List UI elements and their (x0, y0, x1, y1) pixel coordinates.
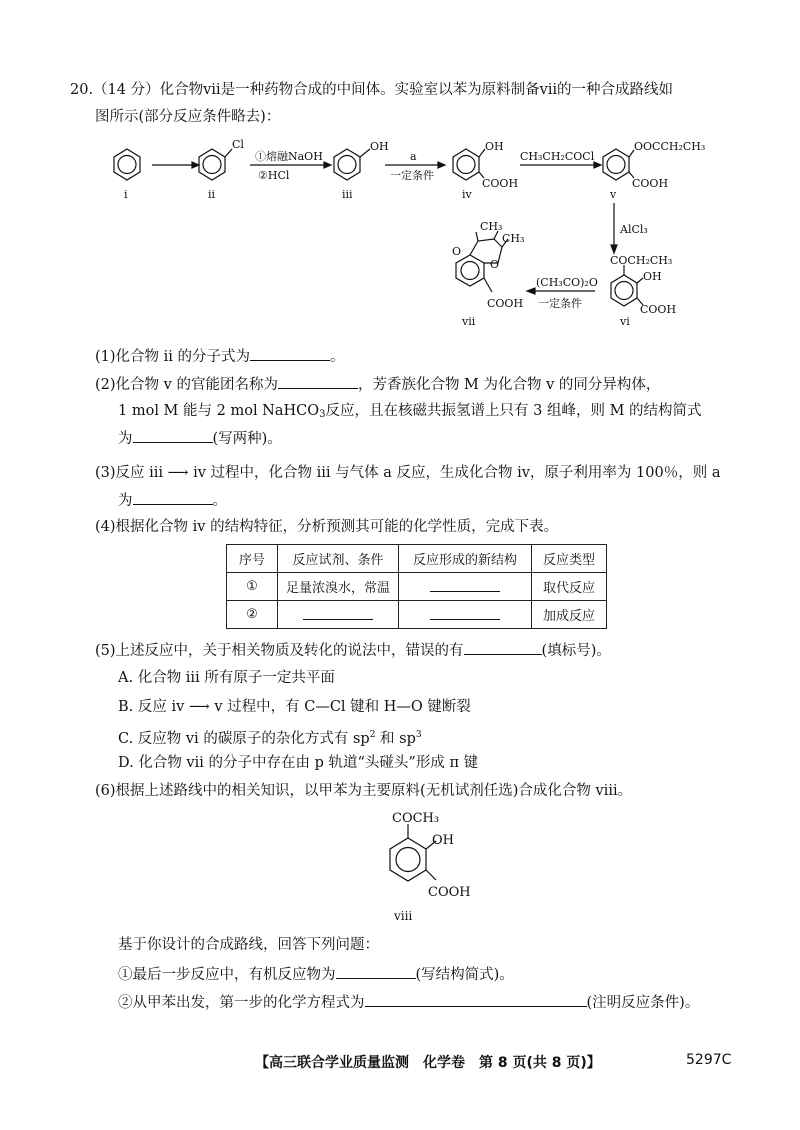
group-cooh-v: COOH (632, 177, 669, 190)
q5-option-c-a: C. 反应物 ⅵ 的碳原子的杂化方式有 sp (118, 731, 370, 747)
group-oh-vi: OH (643, 270, 662, 283)
q5-option-d: D. 化合物 ⅶ 的分子中存在由 p 轨道“头碰头”形成 π 键 (118, 755, 479, 771)
q5-sup-2: 2 (369, 730, 376, 740)
q3-line-1: (3)反应 ⅲ ⟶ ⅳ 过程中，化合物 ⅲ 与气体 a 反应，生成化合物 ⅳ，原子利用率为 100％，则 a (95, 465, 721, 481)
q6-sub2-a: ②从甲苯出发，第一步的化学方程式为 (118, 995, 365, 1011)
table-cell-no: ② (227, 601, 278, 629)
synthesis-scheme (0, 135, 800, 335)
group-ketone-vi: COCH₂CH₃ (610, 254, 673, 267)
q2-functional-group-blank[interactable] (278, 374, 358, 389)
group-cooh-iv: COOH (482, 177, 519, 190)
q6-sub1-a: ①最后一步反应中，有机反应物为 (118, 967, 336, 983)
group-oh-iv: OH (485, 140, 504, 153)
compound-iii-ring (334, 149, 370, 180)
compound-label-i: i (124, 188, 128, 201)
group-ester-v: OOCCH₂CH₃ (634, 140, 706, 153)
table-header: 序号 (227, 545, 278, 573)
compound-vii-ring (456, 231, 508, 292)
table-cell-new-structure[interactable] (399, 573, 532, 601)
q6-sub1 (118, 964, 514, 985)
q5-text-b: (填标号)。 (541, 643, 611, 659)
viii-oh: OH (432, 833, 454, 848)
q5-option-a: A. 化合物 ⅲ 所有原子一定共平面 (118, 670, 335, 686)
q2-line-1 (95, 374, 660, 395)
table-row (227, 573, 607, 601)
paper-code: 5297C (686, 1052, 732, 1068)
q2-text-a: (2)化合物 ⅴ 的官能团名称为 (95, 377, 278, 393)
q5-line (95, 640, 611, 661)
q5-answer-blank[interactable] (464, 640, 542, 655)
table-header-row (227, 545, 607, 573)
q2-structure-blank[interactable] (133, 428, 213, 443)
page-footer: 【高三联合学业质量监测 化学卷 第 8 页(共 8 页)】 (255, 1055, 601, 1071)
compound-label-vi: vi (620, 315, 630, 328)
reagent-iv-v-top: CH₃CH₂COCl (520, 150, 595, 163)
table-cell-new-structure[interactable] (399, 601, 532, 629)
q6-sub1-blank[interactable] (336, 964, 416, 979)
compound-label-iv: iv (462, 188, 472, 201)
table-header: 反应类型 (532, 545, 607, 573)
group-ring-o-vii: O (490, 258, 500, 271)
table-header: 反应试剂、条件 (278, 545, 399, 573)
compound-ii-ring (199, 149, 232, 180)
reagent-vi-vii-bottom: 一定条件 (538, 297, 582, 310)
table-cell-type: 加成反应 (532, 601, 607, 629)
q2-text-f: (写两种)。 (212, 431, 282, 447)
reagent-v-vi: AlCl₃ (620, 223, 648, 236)
reagent-ii-iii-bottom: ②HCl (258, 169, 290, 182)
q6-sub2-b: (注明反应条件)。 (586, 995, 700, 1011)
reagent-ii-iii-top: ①熔融NaOH (255, 150, 323, 163)
table-cell-reagent[interactable] (278, 601, 399, 629)
q5-sup-3: 3 (415, 730, 422, 740)
viii-label: ⅷ (394, 909, 413, 923)
table-blank[interactable] (303, 605, 373, 620)
reagent-vi-vii-top: (CH₃CO)₂O (536, 276, 598, 289)
question-intro-line-1: 20.（14 分）化合物ⅶ是一种药物合成的中间体。实验室以苯为原料制备ⅶ的一种合成路线如 (70, 82, 674, 98)
compound-vi-ring (611, 265, 643, 306)
reagent-iii-iv-top: a (410, 150, 417, 163)
table-row (227, 601, 607, 629)
compound-label-v: v (610, 188, 617, 201)
q6-prompt: 基于你设计的合成路线，回答下列问题： (118, 937, 379, 953)
table-cell-reagent: 足量浓溴水，常温 (278, 573, 399, 601)
compound-v-ring (603, 149, 634, 180)
q6-sub2 (118, 992, 699, 1013)
compound-viii-structure (360, 808, 520, 928)
q2-line-3 (118, 428, 282, 449)
table-blank[interactable] (430, 577, 500, 592)
group-ch3-vii-2: CH₃ (502, 232, 525, 245)
group-ch3-vii-1: CH₃ (480, 220, 503, 233)
q5-option-c-b: 和 sp (375, 731, 416, 747)
q2-text-d: 反应，且在核磁共振氢谱上只有 3 组峰，则 M 的结构简式 (325, 403, 702, 419)
q5-option-c (118, 725, 422, 749)
q6-sub1-b: (写结构简式)。 (415, 967, 514, 983)
compound-iv-ring (453, 149, 485, 180)
q4-line: (4)根据化合物 ⅳ 的结构特征，分析预测其可能的化学性质，完成下表。 (95, 519, 559, 535)
compound-label-ii: ii (208, 188, 216, 201)
q4-table (226, 544, 607, 629)
q5-option-b: B. 反应 ⅳ ⟶ ⅴ 过程中，有 C—Cl 键和 H—O 键断裂 (118, 699, 471, 715)
table-header: 反应形成的新结构 (399, 545, 532, 573)
q3-answer-blank[interactable] (133, 490, 213, 505)
q1-end: 。 (330, 349, 345, 365)
compound-label-iii: iii (342, 188, 353, 201)
q1-line (95, 346, 345, 367)
q6-sub2-blank[interactable] (365, 992, 587, 1007)
question-intro-line-2: 图所示(部分反应条件略去)： (95, 109, 281, 125)
q6-line: (6)根据上述路线中的相关知识，以甲苯为主要原料(无机试剂任选)合成化合物 ⅷ。 (95, 783, 633, 799)
q2-text-c: 1 mol M 能与 2 mol NaHCO (118, 403, 320, 419)
group-carbonyl-vii: O (452, 245, 462, 258)
q2-line-2 (118, 401, 702, 425)
viii-cooh: COOH (428, 885, 471, 900)
table-cell-no: ① (227, 573, 278, 601)
q2-text-e: 为 (118, 431, 133, 447)
q1-answer-blank[interactable] (250, 346, 330, 361)
group-cl: Cl (232, 138, 244, 151)
q3-line-2 (118, 490, 227, 511)
q2-sub-3: 3 (319, 409, 326, 420)
q5-text-a: (5)上述反应中，关于相关物质及转化的说法中，错误的有 (95, 643, 464, 659)
q1-text: (1)化合物 ⅱ 的分子式为 (95, 349, 251, 365)
q3-text-a: 为 (118, 493, 133, 509)
viii-coch3: COCH₃ (392, 811, 440, 826)
q2-text-b: ，芳香族化合物 M 为化合物 ⅴ 的同分异构体， (357, 377, 661, 393)
group-cooh-vi: COOH (640, 303, 677, 316)
compound-label-vii: vii (462, 315, 476, 328)
group-cooh-vii: COOH (487, 297, 524, 310)
table-cell-type: 取代反应 (532, 573, 607, 601)
reagent-iii-iv-bottom: 一定条件 (390, 169, 434, 182)
table-blank[interactable] (430, 605, 500, 620)
q3-text-b: 。 (212, 493, 227, 509)
group-oh-iii: OH (370, 140, 389, 153)
compound-i-ring (114, 149, 140, 180)
